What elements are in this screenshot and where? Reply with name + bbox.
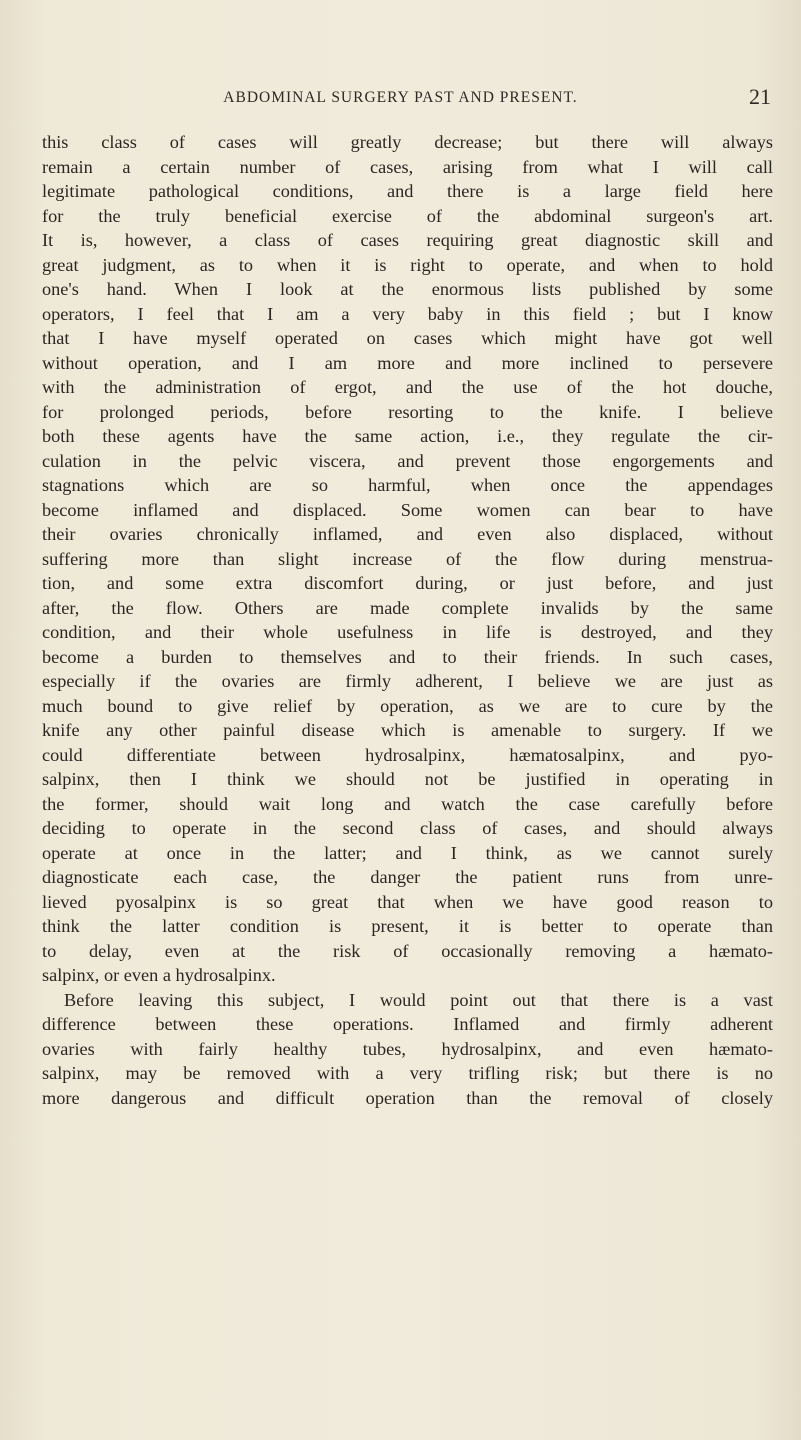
text-line: remain a certain number of cases, arising from what I will call [42,156,773,177]
text-line: operate at once in the latter; and I think, as we cannot surely [42,842,773,863]
text-line: for prolonged periods, before resorting to the knife. I believe [42,401,773,422]
text-line: It is, however, a class of cases requiring great diagnostic skill and [42,230,773,250]
text-line: salpinx, or even a hydrosalpinx. [42,965,276,985]
text-line: diagnosticate each case, the danger the patient runs from unre- [42,867,773,887]
text-line: become a burden to themselves and to their friends. In such cases, [42,646,773,667]
text-line: operators, I feel that I am a very baby in this field ; but I know [42,303,773,324]
text-line: more dangerous and difficult operation than the removal of closely [42,1087,773,1108]
text-line: Before leaving this subject, I would point out that there is a vast [64,989,773,1010]
text-line: both these agents have the same action, i.e., they regulate the cir- [42,426,773,446]
text-line: their ovaries chronically inflamed, and even also displaced, without [42,524,773,544]
text-line: without operation, and I am more and more inclined to persevere [42,352,773,373]
text-line: suffering more than slight increase of the flow during menstrua- [42,548,773,569]
text-line: difference between these operations. Inflamed and firmly adherent [42,1014,773,1034]
text-line: could differentiate between hydrosalpinx, hæmatosalpinx, and pyo- [42,744,773,765]
text-line: condition, and their whole usefulness in life is destroyed, and they [42,622,773,642]
text-line: knife any other painful disease which is amenable to surgery. If we [42,720,773,740]
text-line: after, the flow. Others are made complete invalids by the same [42,597,773,618]
text-line: salpinx, may be removed with a very trifling risk; but there is no [42,1063,773,1083]
text-line: that I have myself operated on cases which might have got well [42,328,773,348]
text-line: for the truly beneficial exercise of the abdominal surgeon's art. [42,205,773,226]
text-line: culation in the pelvic viscera, and prevent those engorgements and [42,450,773,471]
text-line: become inflamed and displaced. Some women can bear to have [42,499,773,520]
text-line: lieved pyosalpinx is so great that when we have good reason to [42,891,773,912]
text-line: one's hand. When I look at the enormous lists published by some [42,279,773,299]
text-line: legitimate pathological conditions, and there is a large field here [42,181,773,201]
text-line: think the latter condition is present, it is better to operate than [42,916,773,936]
text-line: tion, and some extra discomfort during, or just before, and just [42,573,773,593]
text-line: much bound to give relief by operation, as we are to cure by the [42,695,773,716]
page-header [0,84,801,114]
body-text [42,130,773,1110]
text-line: with the administration of ergot, and the use of the hot douche, [42,377,773,397]
running-title: ABDOMINAL SURGERY PAST AND PRESENT. [223,89,578,106]
text-line: this class of cases will greatly decrease; but there will always [42,132,773,152]
text-line: great judgment, as to when it is right to operate, and when to hold [42,254,773,275]
text-line: salpinx, then I think we should not be justified in operating in [42,769,773,789]
text-line: the former, should wait long and watch the case carefully before [42,793,773,814]
text-line: deciding to operate in the second class of cases, and should always [42,818,773,838]
text-line: stagnations which are so harmful, when once the appendages [42,475,773,495]
text-line: ovaries with fairly healthy tubes, hydrosalpinx, and even hæmato- [42,1038,773,1059]
text-line: to delay, even at the risk of occasionally removing a hæmato- [42,940,773,961]
page-number: 21 [749,84,771,109]
text-line: especially if the ovaries are firmly adherent, I believe we are just as [42,671,773,691]
